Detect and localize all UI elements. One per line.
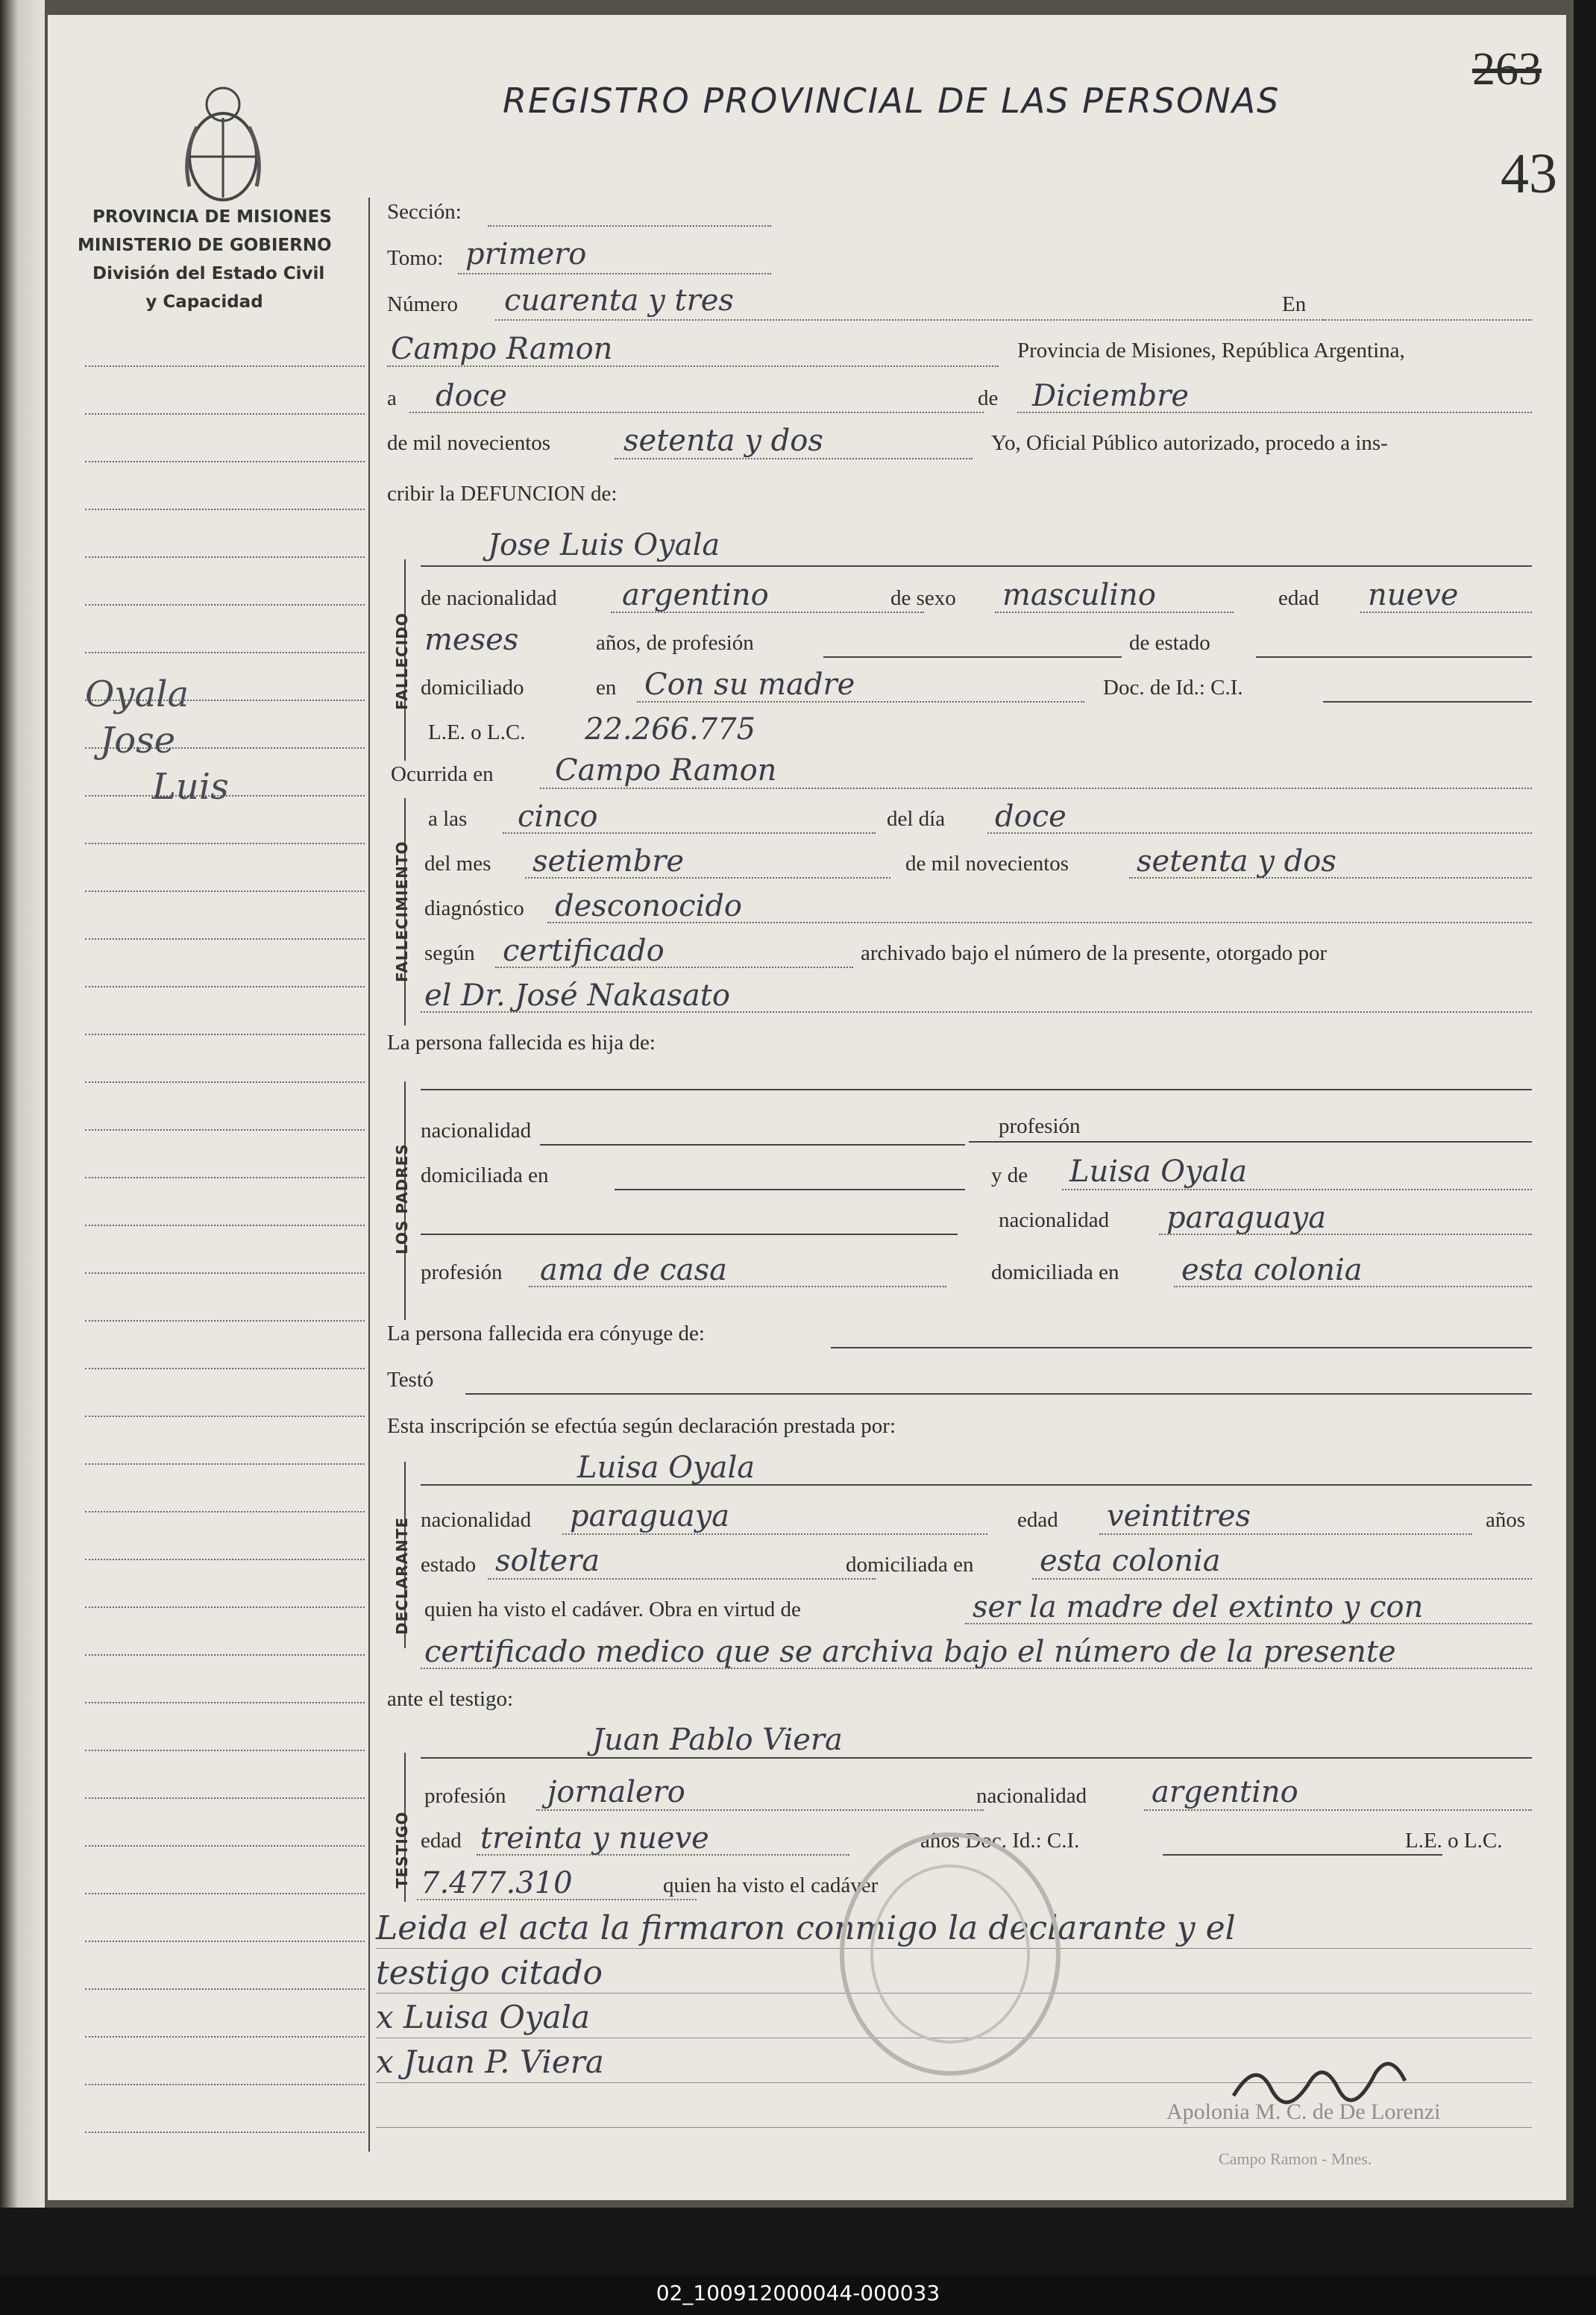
mil2-label: de mil novecientos [905, 852, 1069, 876]
dia-fallec-value: doce [995, 800, 1066, 834]
margin-note-line: Luis [152, 766, 229, 808]
margin-ruled-line [85, 1081, 365, 1083]
officer-stamp-name: Apolonia M. C. de De Lorenzi [1166, 2099, 1441, 2124]
madre-profesion-value: ama de casa [540, 1253, 727, 1287]
oficial-text: Yo, Oficial Público autorizado, procedo a ins- [991, 431, 1388, 455]
ocurrida-label: Ocurrida en [391, 762, 494, 786]
coat-of-arms-icon [175, 75, 271, 209]
margin-ruled-line [85, 890, 365, 892]
edad-line [1360, 612, 1532, 613]
madre-domiciliada-line [1174, 1286, 1532, 1287]
capacity-label: y Capacidad [145, 292, 263, 312]
ante-text: ante el testigo: [387, 1687, 514, 1711]
hija-de-text: La persona fallecida es hija de: [387, 1031, 656, 1055]
segun-line [495, 967, 853, 968]
domicilio-en-label: en [596, 676, 617, 700]
margin-ruled-line [85, 1750, 365, 1751]
virtud-value: ser la madre del extinto y con [973, 1590, 1424, 1624]
a-las-label: a las [428, 807, 468, 831]
testigo-nombre-line [421, 1757, 1532, 1759]
mil-label: de mil novecientos [387, 431, 551, 455]
sexo-value: masculino [1002, 578, 1156, 612]
numero-value: cuarenta y tres [504, 283, 734, 318]
madre-profesion-label: profesión [421, 1260, 503, 1284]
margin-ruled-line [85, 1368, 365, 1369]
conyuge-text: La persona fallecida era cónyuge de: [387, 1322, 705, 1345]
testigo-profesion-label: profesión [424, 1784, 506, 1808]
book-spine [0, 0, 45, 2208]
tomo-line [458, 273, 771, 274]
madre-domiciliada-label: domiciliada en [991, 1260, 1119, 1284]
testigo-anos-doc-label: años Doc. Id.: C.I. [920, 1829, 1080, 1853]
margin-ruled-line [85, 1893, 365, 1894]
section-fallecido: FALLECIDO [393, 612, 411, 710]
tomo-value: primero [465, 237, 587, 271]
image-code: 02_100912000044-000033 [656, 2281, 940, 2305]
anio-line [615, 458, 973, 459]
declarante-estado-value: soltera [495, 1544, 600, 1578]
provincia-text: Provincia de Misiones, República Argentina, [1017, 339, 1405, 362]
declarante-nombre: Luisa Oyala [577, 1451, 755, 1485]
margin-ruled-line [85, 1988, 365, 1990]
numero-label: Número [387, 292, 459, 316]
madre-nacionalidad-line [1159, 1234, 1532, 1235]
margin-ruled-line [85, 938, 365, 940]
margin-note-line: Oyala [85, 673, 189, 715]
del-mes-label: del mes [424, 852, 491, 876]
estado-line [1256, 656, 1532, 658]
section-fallecimiento: FALLECIMIENTO [393, 841, 411, 982]
page-number-top: 263 [1472, 44, 1542, 95]
margin-ruled-line [85, 509, 365, 510]
testigo-doc-line2 [417, 1899, 697, 1900]
section-testigo: TESTIGO [393, 1811, 411, 1888]
anio-fallec-line [1129, 877, 1532, 879]
section-declarante: DECLARANTE [393, 1516, 411, 1635]
margin-ruled-line [85, 1606, 365, 1608]
margin-ruled-line [85, 2036, 365, 2038]
margin-ruled-line [85, 1177, 365, 1178]
testo-label: Testó [387, 1368, 434, 1392]
margin-ruled-line [85, 1034, 365, 1035]
testigo-edad-line [477, 1854, 849, 1856]
anio-fallec-value: setenta y dos [1137, 844, 1336, 879]
declarante-nacionalidad-line [562, 1533, 987, 1535]
inscribir-text: cribir la DEFUNCION de: [387, 482, 618, 506]
medico-line [421, 1011, 1532, 1013]
testigo-profesion-value: jornalero [547, 1775, 685, 1809]
conyuge-line [831, 1347, 1532, 1348]
nacionalidad-value: argentino [622, 578, 769, 612]
testigo-profesion-line [536, 1809, 984, 1811]
declarante-nombre-line [421, 1484, 1532, 1486]
diagnostico-label: diagnóstico [424, 896, 524, 920]
a-label: a [387, 386, 397, 410]
officer-stamp-place: Campo Ramon - Mnes. [1219, 2149, 1372, 2168]
padre-extra-line [421, 1234, 958, 1235]
margin-ruled-line [85, 843, 365, 844]
seccion-line [488, 225, 771, 227]
testigo-doc-value: 7.477.310 [421, 1866, 573, 1900]
archivado-text: archivado bajo el número de la presente, otorgado por [861, 941, 1328, 965]
padre-profesion-label: profesión [999, 1114, 1081, 1138]
en-line [1323, 319, 1532, 321]
dia-line [409, 412, 984, 413]
ruled-line [376, 2127, 1532, 2128]
margin-ruled-line [85, 1511, 365, 1513]
margin-ruled-line [85, 1845, 365, 1847]
padre-profesion-line [969, 1141, 1532, 1143]
ministry-label: MINISTERIO DE GOBIERNO [78, 236, 332, 255]
domicilio-value: Con su madre [644, 668, 855, 702]
edad-value2: meses [424, 623, 519, 657]
margin-ruled-line [85, 1320, 365, 1322]
segun-label: según [424, 941, 475, 965]
domicilio-line [637, 701, 1084, 703]
signature-testigo: x Juan P. Viera [376, 2044, 604, 2080]
declarante-nacionalidad-value: paraguaya [570, 1499, 730, 1533]
signature-declarante: x Luisa Oyala [376, 1999, 591, 2035]
margin-ruled-line [85, 2132, 365, 2133]
mes-fallec-value: setiembre [532, 844, 685, 879]
margin-ruled-line [85, 1941, 365, 1942]
testigo-visto-text: quien ha visto el cadáver [663, 1873, 879, 1897]
margin-ruled-line [85, 1225, 365, 1226]
declarante-anos-label: años [1486, 1508, 1526, 1532]
margin-ruled-line [85, 461, 365, 462]
madre-line [1062, 1189, 1532, 1190]
margin-ruled-line [85, 1654, 365, 1656]
closing-line-1: Leida el acta la firmaron conmigo la declarante y el [376, 1909, 1236, 1947]
inscripcion-text: Esta inscripción se efectúa según declaración prestada por: [387, 1414, 896, 1438]
medico-value: el Dr. José Nakasato [424, 979, 730, 1013]
mes-line [1017, 412, 1532, 413]
virtud-value2: certificado medico que se archiva bajo el número de la presente [424, 1635, 1396, 1669]
lugar-value: Campo Ramon [391, 332, 613, 366]
declarante-domiciliada-line [1032, 1578, 1532, 1580]
tomo-label: Tomo: [387, 246, 444, 270]
y-de-label: y de [991, 1163, 1028, 1187]
declarante-estado-label: estado [421, 1553, 477, 1577]
margin-note-line: Jose [100, 720, 176, 761]
segun-value: certificado [503, 934, 665, 968]
doc-label: Doc. de Id.: C.I. [1103, 676, 1243, 700]
diagnostico-line [547, 922, 1532, 923]
padre-nombre-line [421, 1089, 1532, 1090]
profesion-line [823, 656, 1122, 658]
registry-page [48, 15, 1566, 2200]
edad-label: edad [1278, 586, 1319, 610]
madre-nacionalidad-value: paraguaya [1166, 1201, 1327, 1235]
virtud-line2 [421, 1668, 1532, 1669]
margin-ruled-line [85, 1702, 365, 1703]
declarante-edad-line [1099, 1533, 1472, 1535]
mes-value: Diciembre [1032, 379, 1190, 413]
le-value: 22.266.775 [585, 712, 756, 747]
sexo-line [995, 612, 1234, 613]
testigo-le-label: L.E. o L.C. [1405, 1829, 1503, 1853]
madre-profesion-line [529, 1286, 946, 1287]
declarante-estado-line [488, 1578, 876, 1580]
padre-nacionalidad-label: nacionalidad [421, 1119, 532, 1143]
testigo-doc-line [1163, 1854, 1442, 1856]
nacionalidad-label: de nacionalidad [421, 586, 557, 610]
de-label: de [978, 386, 999, 410]
lugar-line [387, 365, 999, 367]
dia-value: doce [436, 379, 507, 413]
declarante-domiciliada-label: domiciliada en [846, 1553, 974, 1577]
main-border [368, 198, 370, 2152]
madre-value: Luisa Oyala [1069, 1155, 1248, 1189]
footer-bar [0, 2275, 1596, 2315]
margin-ruled-line [85, 365, 365, 367]
visto-text: quien ha visto el cadáver. Obra en virtud de [424, 1598, 801, 1621]
padre-domiciliada-label: domiciliada en [421, 1163, 549, 1187]
declarante-nacionalidad-label: nacionalidad [421, 1508, 532, 1532]
margin-ruled-line [85, 1797, 365, 1799]
padre-nacionalidad-line [540, 1144, 965, 1146]
margin-note [85, 671, 229, 810]
le-label: L.E. o L.C. [428, 720, 526, 744]
estado-label: de estado [1129, 631, 1210, 655]
anio-value: setenta y dos [623, 424, 823, 458]
declarante-edad-label: edad [1017, 1508, 1058, 1532]
division-label: División del Estado Civil [92, 264, 325, 283]
testigo-nacionalidad-label: nacionalidad [976, 1784, 1087, 1808]
hora-line [503, 832, 876, 834]
closing-line-2: testigo citado [376, 1954, 603, 1992]
domicilio-label: domiciliado [421, 676, 524, 700]
section-padres: LOS PADRES [393, 1143, 411, 1254]
ocurrida-value: Campo Ramon [555, 753, 777, 788]
fallecido-nombre-line [421, 565, 1532, 567]
fallecido-nombre: Jose Luis Oyala [488, 528, 720, 562]
en-label: En [1282, 292, 1307, 316]
numero-line [495, 319, 1323, 321]
del-dia-label: del día [887, 807, 946, 831]
margin-ruled-line [85, 556, 365, 558]
declarante-edad-value: veintitres [1107, 1499, 1251, 1533]
margin-ruled-line [85, 413, 365, 415]
madre-domiciliada-value: esta colonia [1181, 1253, 1363, 1287]
page-title: REGISTRO PROVINCIAL DE LAS PERSONAS [503, 81, 1281, 121]
margin-ruled-line [85, 604, 365, 606]
testigo-edad-value: treinta y nueve [480, 1821, 709, 1856]
virtud-line [965, 1623, 1532, 1624]
nacionalidad-line [611, 612, 924, 613]
declarante-domiciliada-value: esta colonia [1040, 1544, 1221, 1578]
testigo-nacionalidad-value: argentino [1152, 1775, 1298, 1809]
margin-ruled-line [85, 1129, 365, 1131]
margin-ruled-line [85, 986, 365, 987]
testigo-nombre: Juan Pablo Viera [592, 1723, 843, 1757]
margin-ruled-line [85, 652, 365, 653]
testigo-edad-label: edad [421, 1829, 462, 1853]
doc-line [1323, 701, 1532, 703]
ocurrida-line [540, 788, 1532, 789]
sexo-label: de sexo [890, 586, 956, 610]
margin-ruled-line [85, 1272, 365, 1274]
padre-domiciliada-line [615, 1189, 965, 1190]
page-number: 43 [1501, 142, 1557, 205]
margin-ruled-line [85, 1463, 365, 1465]
anos-profesion-label: años, de profesión [596, 631, 754, 655]
province-label: PROVINCIA DE MISIONES [92, 207, 332, 227]
hora-value: cinco [518, 800, 598, 834]
diagnostico-value: desconocido [555, 889, 743, 923]
margin-ruled-line [85, 1416, 365, 1417]
testo-line [465, 1393, 1532, 1395]
margin-ruled-line [85, 2084, 365, 2085]
seccion-label: Sección: [387, 200, 462, 224]
edad-value: nueve [1368, 578, 1459, 612]
margin-ruled-line [85, 1559, 365, 1560]
mes-fallec-line [525, 877, 890, 879]
official-seal-icon [831, 1827, 1069, 2081]
testigo-nacionalidad-line [1144, 1809, 1532, 1811]
madre-nacionalidad-label: nacionalidad [999, 1208, 1110, 1232]
dia-fallec-line [987, 832, 1532, 834]
